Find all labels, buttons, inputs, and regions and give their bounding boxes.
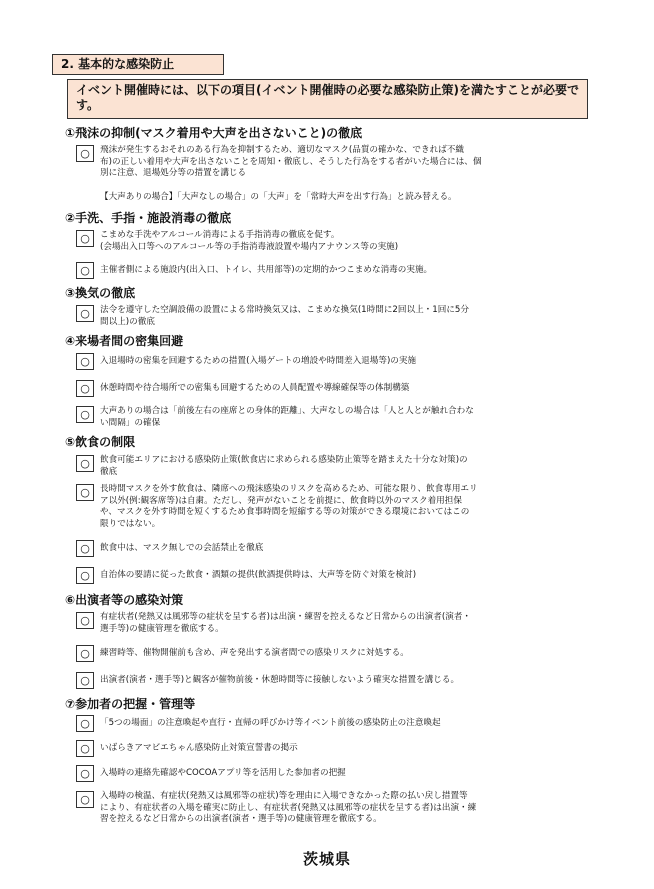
item-text: 大声ありの場合は「前後左右の座席との身体的距離」、大声なしの場合は「人と人とが触れ合わな い間隔」の確保: [100, 406, 474, 428]
section-title: 2. 基本的な感染防止: [52, 54, 224, 75]
item-text: こまめな手洗やアルコール消毒による手指消毒の徹底を促す。 (会場出入口等へのアルコール等の手指消毒液設置や場内アナウンス等の実施): [100, 230, 399, 252]
item-text: 飛沫が発生するおそれのある行為を抑制するため、適切なマスク(品質の確かな、できれば不織 布)の正しい着用や大声を出さないことを周知・徹底し、そうした行為をする者がいた場合には、個 別に注意、退場処分等の措置を講じる: [100, 145, 482, 178]
heading-droplet-suppression: ①飛沫の抑制(マスク着用や大声を出さないこと)の徹底: [65, 126, 363, 140]
heading-hand-hygiene: ②手洗、手指・施設消毒の徹底: [65, 211, 232, 225]
checkbox[interactable]: ○: [76, 672, 94, 689]
checkbox[interactable]: ○: [76, 540, 94, 557]
item-text: 入場時の連絡先確認やCOCOAアプリ等を活用した参加者の把握: [100, 768, 346, 778]
loud-voice-note: 【大声ありの場合】「大声なしの場合」の「大声」を「常時大声を出す行為」と読み替える。: [100, 192, 457, 202]
checkbox[interactable]: ○: [76, 791, 94, 808]
intro-box: イベント開催時には、以下の項目(イベント開催時の必要な感染防止策)を満たすことが必要です。: [67, 79, 588, 119]
item-text: 飲食可能エリアにおける感染防止策(飲食店に求められる感染防止策等を踏まえた十分な対策)の 徹底: [100, 455, 468, 477]
checkbox[interactable]: ○: [76, 645, 94, 662]
checkbox[interactable]: ○: [76, 740, 94, 757]
checkbox[interactable]: ○: [76, 406, 94, 423]
checkbox[interactable]: ○: [76, 230, 94, 247]
item-text: 入退場時の密集を回避するための措置(入場ゲートの増設や時間差入退場等)の実施: [100, 356, 417, 366]
item-text: 主催者側による施設内(出入口、トイレ、共用部等)の定期的かつこまめな消毒の実施。: [100, 265, 433, 275]
checkbox[interactable]: ○: [76, 305, 94, 322]
item-text: 出演者(演者・選手等)と観客が催物前後・休憩時間等に接触しないよう確実な措置を講じる。: [100, 675, 460, 685]
checkbox[interactable]: ○: [76, 567, 94, 584]
prefecture-name: 茨城県: [302, 850, 351, 868]
heading-ventilation: ③換気の徹底: [65, 286, 136, 300]
checkbox[interactable]: ○: [76, 715, 94, 732]
heading-eating-restrictions: ⑤飲食の制限: [65, 435, 136, 449]
item-text: 練習時等、催物開催前も含め、声を発出する演者間での感染リスクに対処する。: [100, 648, 409, 658]
heading-crowd-avoidance: ④来場者間の密集回避: [65, 334, 184, 348]
item-text: 入場時の検温、有症状(発熱又は風邪等の症状)等を理由に入場できなかった際の払い戻し措置等 により、有症状者の入場を確実に防止し、有症状者(発熱又は風邪等の症状を呈する者)は出演・練 習を控えるなど日常からの出演者(演者・選手等)の健康管理を徹底する。: [100, 791, 477, 824]
checkbox[interactable]: ○: [76, 484, 94, 501]
item-text: 自治体の要請に従った飲食・酒類の提供(飲酒提供時は、大声等を防ぐ対策を検討): [100, 570, 417, 580]
heading-participant-management: ⑦参加者の把握・管理等: [65, 697, 196, 711]
item-text: いばらきアマビエちゃん感染防止対策宣誓書の掲示: [100, 743, 298, 753]
item-text: 法令を遵守した空調設備の設置による常時換気又は、こまめな換気(1時間に2回以上・1回に5分 間以上)の徹底: [100, 305, 469, 327]
item-text: 「5つの場面」の注意喚起や直行・直帰の呼びかけ等イベント前後の感染防止の注意喚起: [100, 718, 441, 728]
checkbox[interactable]: ○: [76, 262, 94, 279]
item-text: 飲食中は、マスク無しでの会話禁止を徹底: [100, 543, 264, 553]
item-text: 長時間マスクを外す飲食は、隣席への飛沫感染のリスクを高めるため、可能な限り、飲食専用エリ ア以外(例:観客席等)は自粛。ただし、発声がないことを前提に、飲食時以外のマスク着用担保 や、マスクを外す時間を短くするため食事時間を短縮する等の対策ができる環境においてはこの 限りではない。: [100, 484, 478, 529]
checkbox[interactable]: ○: [76, 353, 94, 370]
checkbox[interactable]: ○: [76, 612, 94, 629]
item-text: 休憩時間や待合場所での密集も回避するための人員配置や導線確保等の体制構築: [100, 383, 410, 393]
item-text: 有症状者(発熱又は風邪等の症状を呈する者)は出演・練習を控えるなど日常からの出演者(演者・ 選手等)の健康管理を徹底する。: [100, 612, 471, 634]
checkbox[interactable]: ○: [76, 765, 94, 782]
checkbox[interactable]: ○: [76, 380, 94, 397]
checkbox[interactable]: ○: [76, 145, 94, 162]
heading-performer-measures: ⑥出演者等の感染対策: [65, 593, 184, 607]
checkbox[interactable]: ○: [76, 455, 94, 472]
